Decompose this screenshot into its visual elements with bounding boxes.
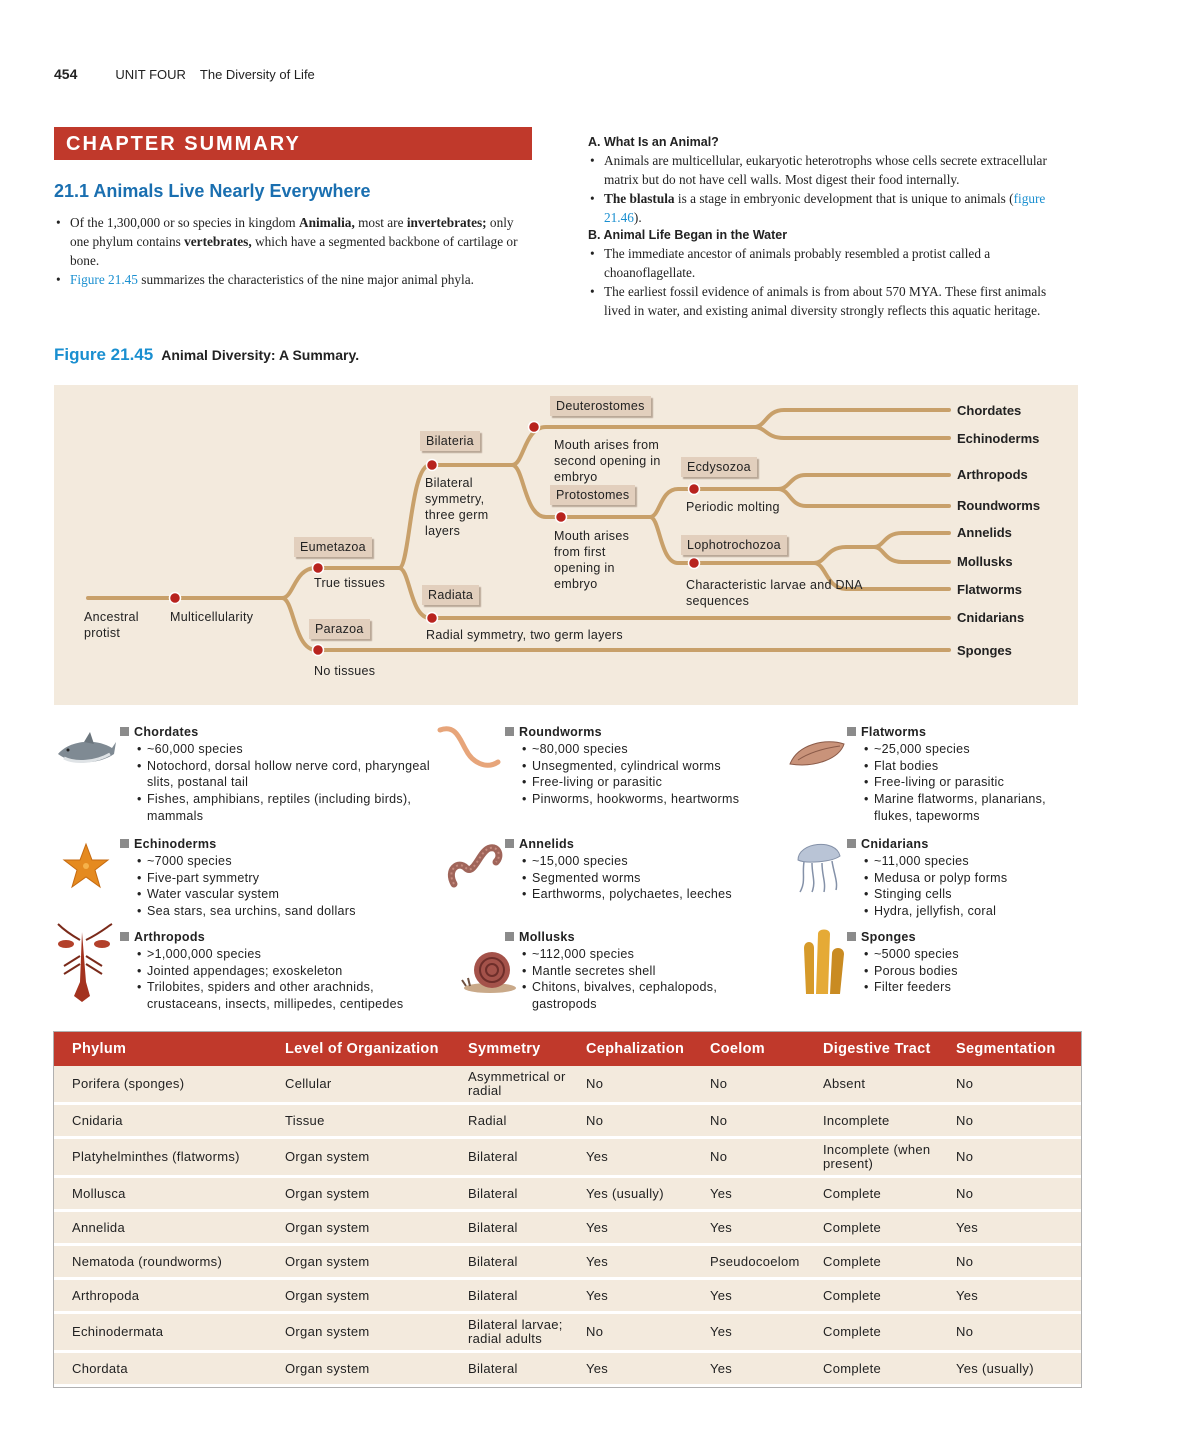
section-title	[54, 181, 371, 202]
page-number: 454	[54, 66, 78, 82]
table-cell: No	[692, 1104, 805, 1138]
ecdysozoa-box: Ecdysozoa	[681, 457, 757, 477]
table-cell: Organ system	[267, 1138, 450, 1177]
table-cell: Organ system	[267, 1279, 450, 1313]
table-cell: Organ system	[267, 1245, 450, 1279]
sea-star-icon	[62, 842, 110, 890]
table-cell: Bilateral larvae; radial adults	[450, 1313, 568, 1352]
table-cell: Yes	[692, 1313, 805, 1352]
terminal-echinoderms: Echinoderms	[957, 431, 1040, 446]
phylogenetic-tree	[54, 385, 1078, 705]
card-title: Roundworms	[505, 724, 775, 741]
bullet-a2: • The blastula is a stage in embryonic development that is unique to animals (figure 21.46).	[588, 189, 1068, 227]
radiata-description: Radial symmetry, two germ layers	[426, 628, 623, 642]
parazoa-box: Parazoa	[309, 619, 370, 639]
table-cell: Incomplete (when present)	[805, 1138, 938, 1177]
table-cell: Organ system	[267, 1177, 450, 1211]
table-cell: No	[568, 1066, 692, 1104]
table-cell: Yes (usually)	[938, 1352, 1081, 1386]
card-line: • Fishes, amphibians, reptiles (including birds), mammals	[137, 791, 440, 825]
flatworm-icon	[786, 734, 848, 774]
card-line: • ~7000 species	[137, 853, 440, 870]
table-cell: Tissue	[267, 1104, 450, 1138]
card-sponges	[847, 929, 1077, 996]
deuterostomes-description: Mouth arises from second opening in embryo	[554, 438, 661, 484]
terminal-cnidarians: Cnidarians	[957, 610, 1025, 625]
lophotrochozoa-description: Characteristic larvae and DNA sequences	[686, 578, 863, 608]
table-cell: Cnidaria	[54, 1104, 267, 1138]
card-roundworms	[505, 724, 775, 808]
card-mollusks	[505, 929, 765, 1013]
ancestral-protist-label: Ancestral protist	[84, 610, 139, 640]
figure-caption: Animal Diversity: A Summary.	[161, 347, 360, 363]
table-cell: Bilateral	[450, 1352, 568, 1386]
card-line: • ~80,000 species	[522, 741, 775, 758]
table-cell: No	[568, 1104, 692, 1138]
table-cell: Complete	[805, 1352, 938, 1386]
table-cell: Platyhelminthes (flatworms)	[54, 1138, 267, 1177]
section-number: 21.1	[54, 181, 90, 201]
table-row	[54, 1066, 1081, 1104]
card-line: • Mantle secretes shell	[522, 963, 765, 980]
true-tissues-label: True tissues	[314, 576, 386, 590]
table-cell: Bilateral	[450, 1279, 568, 1313]
table-cell: Chordata	[54, 1352, 267, 1386]
table-cell: Organ system	[267, 1211, 450, 1245]
table-cell: Yes	[692, 1177, 805, 1211]
table-cell: Yes	[568, 1279, 692, 1313]
table-row	[54, 1313, 1081, 1352]
lobster-icon	[52, 922, 118, 1004]
table-cell: Complete	[805, 1211, 938, 1245]
table-cell: Yes	[938, 1279, 1081, 1313]
card-line: • ~25,000 species	[864, 741, 1077, 758]
earthworm-icon	[444, 840, 504, 890]
radiata-box: Radiata	[422, 585, 479, 605]
col-header-segmentation: Segmentation	[938, 1032, 1081, 1066]
bilateria-description: Bilateral symmetry, three germ layers	[425, 476, 489, 538]
table-row	[54, 1245, 1081, 1279]
figure-title	[54, 345, 359, 365]
terminal-arthropods: Arthropods	[957, 467, 1028, 482]
card-line: • Segmented worms	[522, 870, 755, 887]
table-cell: Bilateral	[450, 1211, 568, 1245]
card-line: • ~60,000 species	[137, 741, 440, 758]
unit-label: UNIT FOUR	[115, 67, 186, 82]
table-cell: Yes	[568, 1352, 692, 1386]
card-line: • ~15,000 species	[522, 853, 755, 870]
table-cell: Yes (usually)	[568, 1177, 692, 1211]
table-cell: Complete	[805, 1279, 938, 1313]
table-cell: No	[692, 1138, 805, 1177]
right-column	[588, 135, 1068, 320]
card-title: Mollusks	[505, 929, 765, 946]
card-line: • Earthworms, polychaetes, leeches	[522, 886, 755, 903]
terminal-chordates: Chordates	[957, 403, 1022, 418]
card-line: • Porous bodies	[864, 963, 1077, 980]
card-line: • ~112,000 species	[522, 946, 765, 963]
deuterostomes-box: Deuterostomes	[550, 396, 651, 416]
card-annelids	[505, 836, 755, 903]
card-line: • Marine flatworms, planarians, flukes, tapeworms	[864, 791, 1077, 825]
table-cell: Organ system	[267, 1352, 450, 1386]
table-cell: Yes	[568, 1245, 692, 1279]
table-cell: Yes	[692, 1352, 805, 1386]
card-title: Chordates	[120, 724, 440, 741]
table-cell: Yes	[692, 1279, 805, 1313]
table-row	[54, 1352, 1081, 1386]
card-line: • Pinworms, hookworms, heartworms	[522, 791, 775, 808]
table-cell: No	[938, 1245, 1081, 1279]
sponge-icon	[800, 928, 848, 996]
card-chordates	[120, 724, 440, 825]
card-line: • Free-living or parasitic	[522, 774, 775, 791]
table-cell: Yes	[692, 1211, 805, 1245]
col-header-phylum: Phylum	[54, 1032, 267, 1066]
table-cell: Complete	[805, 1177, 938, 1211]
section-title-text: Animals Live Nearly Everywhere	[93, 181, 371, 201]
table-cell: Porifera (sponges)	[54, 1066, 267, 1104]
running-head	[54, 66, 315, 82]
card-line: • Medusa or polyp forms	[864, 870, 1077, 887]
card-line: • ~11,000 species	[864, 853, 1077, 870]
col-header-symmetry: Symmetry	[450, 1032, 568, 1066]
table-cell: Yes	[568, 1138, 692, 1177]
book-title: The Diversity of Life	[199, 67, 315, 82]
terminal-flatworms: Flatworms	[957, 582, 1023, 597]
table-cell: Radial	[450, 1104, 568, 1138]
table-cell: Absent	[805, 1066, 938, 1104]
table-cell: Organ system	[267, 1313, 450, 1352]
heading-what-is-animal: A. What Is an Animal?	[588, 135, 719, 149]
table-cell: No	[692, 1066, 805, 1104]
table-row	[54, 1211, 1081, 1245]
card-arthropods	[120, 929, 450, 1013]
bullet-b2: • The earliest fossil evidence of animals is from about 570 MYA. These first animals lived in water, and existing animal diversity strongly reflects this aquatic heritage.	[588, 282, 1068, 320]
card-line: • Jointed appendages; exoskeleton	[137, 963, 450, 980]
table-row	[54, 1177, 1081, 1211]
table-cell: No	[938, 1138, 1081, 1177]
figure-number: Figure 21.45	[54, 345, 154, 364]
card-title: Annelids	[505, 836, 755, 853]
bullet-figure-ref: • Figure 21.45 summarizes the characteristics of the nine major animal phyla.	[54, 270, 534, 289]
table-cell: Complete	[805, 1313, 938, 1352]
no-tissues-label: No tissues	[314, 664, 376, 678]
table-cell: Incomplete	[805, 1104, 938, 1138]
table-cell: Bilateral	[450, 1245, 568, 1279]
card-line: • >1,000,000 species	[137, 946, 450, 963]
table-row	[54, 1279, 1081, 1313]
card-echinoderms	[120, 836, 440, 920]
table-cell: Bilateral	[450, 1177, 568, 1211]
bullet-animalia: • Of the 1,300,000 or so species in kingdom Animalia, most are invertebrates; only one phylum contains vertebrates, which have a segmented backbone of cartilage or bone.	[54, 213, 534, 270]
table-cell: Complete	[805, 1245, 938, 1279]
table-cell: No	[938, 1313, 1081, 1352]
card-cnidarians	[847, 836, 1077, 920]
table-cell: Bilateral	[450, 1138, 568, 1177]
card-title: Arthropods	[120, 929, 450, 946]
table-cell: Asymmetrical or radial	[450, 1066, 568, 1104]
card-line: • Notochord, dorsal hollow nerve cord, pharyngeal slits, postanal tail	[137, 758, 440, 792]
terminal-annelids: Annelids	[957, 525, 1012, 540]
table-cell: Mollusca	[54, 1177, 267, 1211]
eumetazoa-box: Eumetazoa	[294, 537, 372, 557]
roundworm-icon	[436, 722, 502, 774]
bullet-a1: • Animals are multicellular, eukaryotic heterotrophs whose cells secrete extracellular matrix but do not have cell walls. Most digest their food internally.	[588, 151, 1068, 189]
multicellularity-label: Multicellularity	[170, 610, 254, 624]
table-cell: No	[938, 1177, 1081, 1211]
col-header-organization: Level of Organization	[267, 1032, 450, 1066]
card-line: • Water vascular system	[137, 886, 440, 903]
card-line: • ~5000 species	[864, 946, 1077, 963]
bullet-b1: • The immediate ancestor of animals probably resembled a protist called a choanoflagellate.	[588, 244, 1068, 282]
card-line: • Hydra, jellyfish, coral	[864, 903, 1077, 920]
card-title: Flatworms	[847, 724, 1077, 741]
card-line: • Unsegmented, cylindrical worms	[522, 758, 775, 775]
card-line: • Stinging cells	[864, 886, 1077, 903]
table-cell: Nematoda (roundworms)	[54, 1245, 267, 1279]
terminal-roundworms: Roundworms	[957, 498, 1041, 513]
card-line: • Flat bodies	[864, 758, 1077, 775]
col-header-cephalization: Cephalization	[568, 1032, 692, 1066]
table-cell: Yes	[938, 1211, 1081, 1245]
card-flatworms	[847, 724, 1077, 825]
card-line: • Filter feeders	[864, 979, 1077, 996]
heading-life-in-water: B. Animal Life Began in the Water	[588, 228, 788, 242]
table-cell: Pseudocoelom	[692, 1245, 805, 1279]
card-line: • Five-part symmetry	[137, 870, 440, 887]
phyla-summary-table	[54, 1032, 1081, 1387]
jellyfish-icon	[792, 838, 850, 894]
table-cell: No	[938, 1104, 1081, 1138]
bilateria-box: Bilateria	[420, 431, 480, 451]
terminal-sponges: Sponges	[957, 643, 1012, 658]
table-row	[54, 1138, 1081, 1177]
terminal-mollusks: Mollusks	[957, 554, 1013, 569]
protostomes-description: Mouth arises from first opening in embryo	[554, 529, 630, 591]
table-cell: No	[568, 1313, 692, 1352]
figure-link[interactable]: Figure 21.45	[70, 272, 138, 287]
col-header-coelom: Coelom	[692, 1032, 805, 1066]
card-line: • Trilobites, spiders and other arachnids, crustaceans, insects, millipedes, centipedes	[137, 979, 450, 1013]
card-title: Sponges	[847, 929, 1077, 946]
col-header-digestive: Digestive Tract	[805, 1032, 938, 1066]
card-title: Cnidarians	[847, 836, 1077, 853]
table-cell: Yes	[568, 1211, 692, 1245]
table-cell: Arthropoda	[54, 1279, 267, 1313]
ecdysozoa-description: Periodic molting	[686, 500, 780, 514]
card-line: • Sea stars, sea urchins, sand dollars	[137, 903, 440, 920]
table-cell: Cellular	[267, 1066, 450, 1104]
card-title: Echinoderms	[120, 836, 440, 853]
protostomes-box: Protostomes	[550, 485, 635, 505]
table-cell: No	[938, 1066, 1081, 1104]
section-bullets	[54, 213, 534, 289]
table-header-row	[54, 1032, 1081, 1066]
table-row	[54, 1104, 1081, 1138]
chapter-summary-banner: CHAPTER SUMMARY	[54, 127, 532, 160]
table-cell: Annelida	[54, 1211, 267, 1245]
card-line: • Free-living or parasitic	[864, 774, 1077, 791]
lophotrochozoa-box: Lophotrochozoa	[681, 535, 787, 555]
figure-21-46-link[interactable]: figure 21.46	[604, 191, 1046, 225]
table-cell: Echinodermata	[54, 1313, 267, 1352]
shark-icon	[56, 730, 118, 776]
card-line: • Chitons, bivalves, cephalopods, gastropods	[522, 979, 765, 1013]
